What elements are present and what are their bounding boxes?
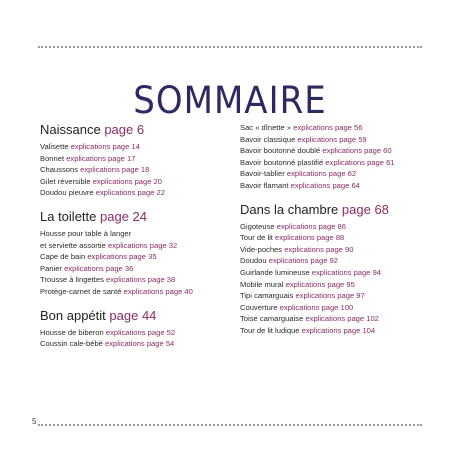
entry-name: Sac « dînette » [240,123,292,132]
section-page: page 44 [109,307,157,323]
toc-entry[interactable] [40,176,230,188]
toc-section-la-toilette [40,209,230,298]
toc-entry[interactable] [40,274,230,286]
section-title: Dans la chambre [240,201,339,217]
toc-entry[interactable] [240,221,430,233]
entry-ref: explications page 56 [293,123,363,132]
entry-name: Trousse à lingettes [40,275,104,285]
toc-entry[interactable] [240,145,430,157]
entry-name: Chaussons [40,165,78,175]
toc-entry[interactable] [240,279,430,291]
entry-name: Toise camarguaise [240,314,304,324]
entry-name: Tipi camarguais [240,291,294,301]
entry-name: Bavoir boutonné doublé [240,146,321,156]
entry-name: Cape de bain [40,252,86,262]
toc-entry[interactable] [240,244,430,256]
entry-ref: explications page 90 [284,244,354,254]
entry-name: Bavoir flamant [240,180,289,190]
section-heading[interactable] [40,122,230,138]
toc-entry[interactable] [240,122,430,134]
entry-ref: explications page 59 [297,134,367,144]
entry-ref: explications page 38 [106,275,176,285]
section-heading[interactable] [40,308,230,324]
toc-entry[interactable] [40,228,230,251]
entry-name: Tour de lit ludique [240,325,300,335]
page-title: SOMMAIRE [133,78,327,123]
toc-entry[interactable] [240,255,430,267]
entry-ref: explications page 40 [123,286,193,296]
entry-name: Valisette [40,142,69,151]
toc-entry[interactable] [240,157,430,169]
entry-ref: explications page 64 [290,180,360,190]
entry-ref: explications page 20 [92,176,163,186]
toc-right-column [240,122,430,347]
entry-name: Panier [40,263,62,273]
entry-ref: explications page 54 [105,339,175,349]
toc-section-dans-la-chambre [240,202,430,337]
toc-section-bon-appetit [40,308,230,350]
toc-entry[interactable] [40,327,230,339]
entry-name: Bavoir boutonné plastifié [240,157,324,167]
section-heading[interactable] [40,209,230,225]
toc-entry[interactable] [40,286,230,298]
entry-name: Doudou pieuvre [40,188,94,198]
entry-ref: explications page 18 [80,165,150,175]
entry-ref: explications page 88 [275,233,345,243]
toc-entry[interactable] [40,263,230,275]
toc-entry[interactable] [240,325,430,337]
entry-name: Mobile mural [240,279,284,289]
section-title: La toilette [40,208,97,224]
entry-ref: explications page 102 [305,314,379,324]
entry-name: Housse de biberon [40,327,104,337]
toc-entry[interactable] [240,134,430,146]
entry-ref: explications page 62 [286,169,357,179]
toc-section-bon-appetit-continued [240,122,430,192]
entry-ref: explications page 94 [311,267,382,277]
entry-name: Gilet réversible [40,176,91,186]
entry-name: Housse pour table à langer [40,228,132,238]
entry-name: Couverture [240,302,278,312]
page-number: 5 [32,417,37,426]
section-page: page 24 [100,208,147,224]
toc-entry[interactable] [40,164,230,176]
section-page: page 6 [104,122,145,137]
entry-ref: explications page 36 [64,263,134,273]
entry-ref: explications page 22 [95,188,165,198]
entry-name: Guirlande lumineuse [240,267,310,277]
entry-name-continued: et serviette assortie [40,240,106,250]
entry-ref: explications page 100 [279,302,354,312]
section-page: page 68 [341,201,389,217]
toc-entry[interactable] [240,290,430,302]
toc-section-naissance [40,122,230,199]
entry-ref: explications page 104 [301,325,376,335]
entry-ref: explications page 97 [295,291,365,301]
toc-entry[interactable] [240,313,430,325]
entry-ref: explications page 95 [285,279,355,289]
toc-entry[interactable] [40,338,230,350]
entry-ref: explications page 61 [325,157,395,167]
toc-entry[interactable] [240,302,430,314]
entry-ref: explications page 86 [276,221,346,231]
entry-name: Bavoir-tablier [240,169,285,179]
entry-ref: explications page 60 [322,146,392,156]
toc-entry[interactable] [240,232,430,244]
entry-name: Tour de lit [240,233,273,243]
entry-ref: explications page 32 [107,240,178,250]
entry-name: Vide-poches [240,244,283,254]
entry-ref: explications page 92 [268,256,338,266]
entry-ref: explications page 35 [87,252,157,262]
entry-ref: explications page 17 [66,153,136,163]
section-title: Bon appétit [40,307,106,323]
entry-name: Bonnet [40,153,65,163]
entry-name: Bavoir classique [240,134,296,144]
toc-entry[interactable] [240,180,430,192]
entry-ref: explications page 52 [105,327,176,337]
toc-entry[interactable] [240,168,430,180]
toc-entry[interactable] [40,141,230,153]
toc-entry[interactable] [240,267,430,279]
entry-name: Gigoteuse [240,221,275,231]
toc-entry[interactable] [40,153,230,165]
entry-name: Doudou [240,256,267,266]
entry-ref: explications page 14 [70,142,140,151]
toc-entry[interactable] [40,187,230,199]
entry-name: Protège-carnet de santé [40,286,122,296]
bottom-dotted-rule [38,424,422,426]
toc-entry[interactable] [40,251,230,263]
toc-left-column [40,122,230,360]
section-heading[interactable] [240,202,430,218]
section-title: Naissance [40,122,101,137]
top-dotted-rule [38,46,422,48]
entry-name: Coussin cale-bébé [40,339,103,349]
